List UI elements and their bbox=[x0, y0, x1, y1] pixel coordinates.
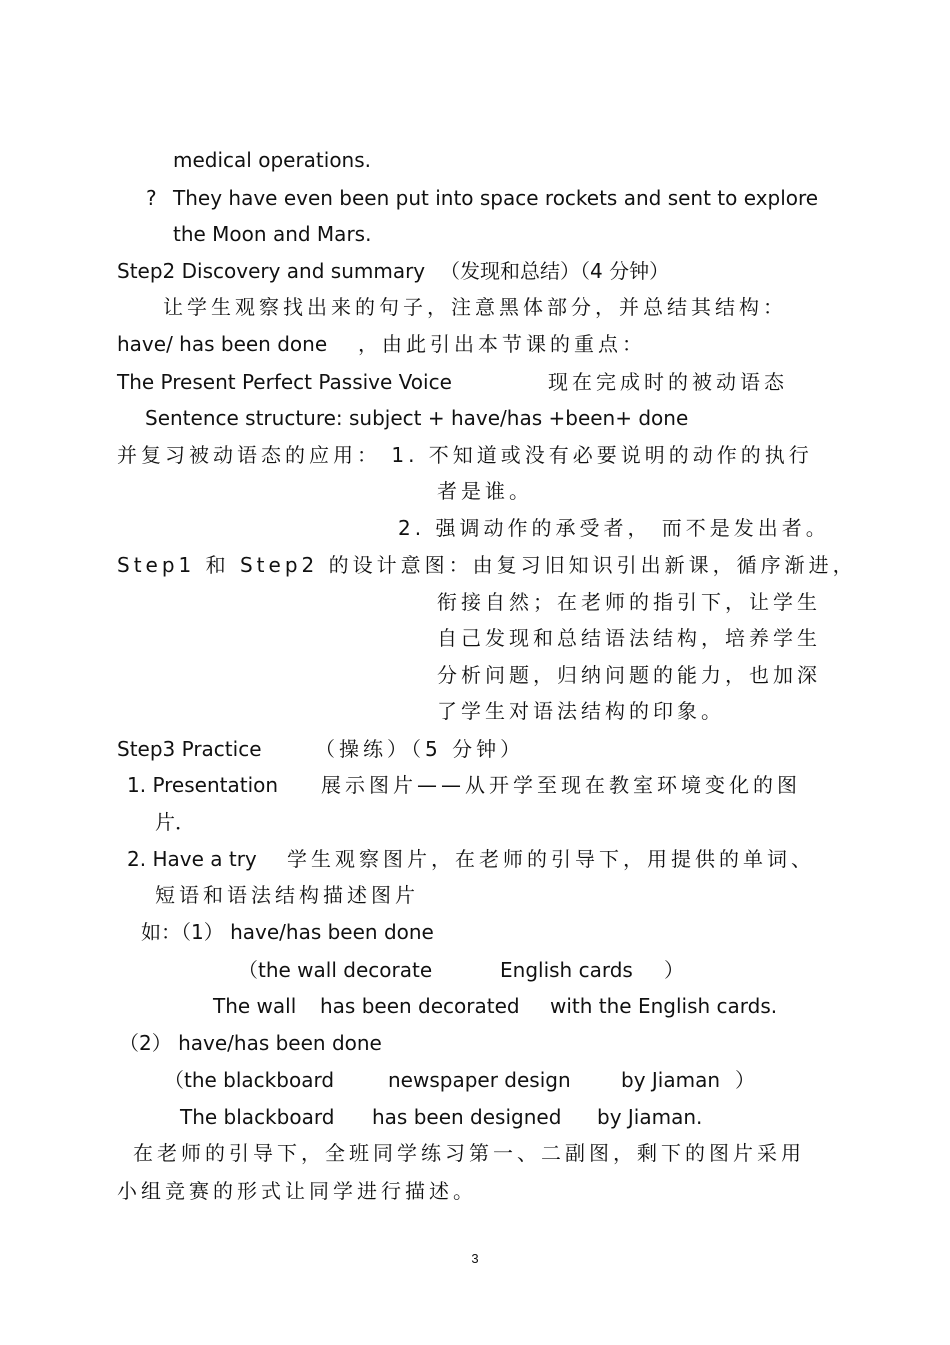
example-prompt: newspaper design bbox=[388, 1068, 571, 1092]
text-line: 现在完成时的被动语态 bbox=[548, 370, 788, 394]
text-line: 在老师的引导下，全班同学练习第一、二副图，剩下的图片采用 bbox=[133, 1141, 805, 1165]
text-line: ，由此引出本节课的重点： bbox=[358, 332, 646, 356]
example-answer: has been designed bbox=[372, 1105, 562, 1129]
text-line: 自己发现和总结语法结构，培养学生 bbox=[437, 626, 821, 650]
text-line: 分析问题，归纳问题的能力，也加深 bbox=[437, 663, 821, 687]
example-prompt: （the wall decorate bbox=[238, 958, 433, 982]
text-line: They have even been put into space rockets and sent to explore bbox=[173, 186, 819, 210]
bullet-mark: ? bbox=[146, 186, 157, 210]
example-prompt: by Jiaman bbox=[621, 1068, 721, 1092]
example-prompt: ） bbox=[735, 1068, 755, 1092]
example-answer: has been decorated bbox=[320, 994, 520, 1018]
text-line: 展示图片——从开学至现在教室环境变化的图 bbox=[321, 773, 801, 797]
text-line: 片． bbox=[155, 810, 195, 834]
text-line: 学生观察图片，在老师的引导下，用提供的单词、 bbox=[287, 847, 815, 871]
text-line: 短语和语法结构描述图片 bbox=[155, 883, 419, 907]
list-item-label: 1. Presentation bbox=[127, 773, 279, 797]
text-line: 了学生对语法结构的印象。 bbox=[437, 699, 725, 723]
text-line: medical operations. bbox=[173, 148, 372, 172]
example-answer: The blackboard bbox=[180, 1105, 335, 1129]
text-line: 衔接自然；在老师的指引下，让学生 bbox=[437, 590, 821, 614]
text-line: Sentence structure: subject + have/has +been+ done bbox=[145, 406, 689, 430]
example-prompt: （the blackboard bbox=[164, 1068, 335, 1092]
list-item-label: 2. Have a try bbox=[127, 847, 257, 871]
text-line: 者是谁。 bbox=[437, 479, 533, 503]
example-answer: The wall bbox=[213, 994, 297, 1018]
text-line: 小组竞赛的形式让同学进行描述。 bbox=[117, 1179, 477, 1203]
example-prompt: ） bbox=[664, 958, 684, 982]
text-line: 2. 强调动作的承受者， 而不是发出者。 bbox=[398, 516, 830, 540]
example-answer: with the English cards. bbox=[550, 994, 778, 1018]
text-line: have/ has been done bbox=[117, 332, 328, 356]
example-prompt: English cards bbox=[500, 958, 633, 982]
section-heading-step2: Step2 Discovery and summary bbox=[117, 259, 426, 283]
page-number: 3 bbox=[471, 1251, 479, 1266]
text-line: 让学生观察找出来的句子，注意黑体部分，并总结其结构： bbox=[163, 295, 787, 319]
example-heading: 如：（1） have/has been done bbox=[141, 920, 434, 944]
text-line: the Moon and Mars. bbox=[173, 222, 372, 246]
section-heading-step2-note: （发现和总结）（4 分钟） bbox=[440, 259, 670, 283]
section-heading-step3-note: （操练）（5 分钟） bbox=[315, 737, 525, 761]
section-heading-step3: Step3 Practice bbox=[117, 737, 262, 761]
text-line: 并复习被动语态的应用： 1. 不知道或没有必要说明的动作的执行 bbox=[117, 443, 813, 467]
example-heading: （2） have/has been done bbox=[119, 1031, 382, 1055]
text-line: Step1 和 Step2 的设计意图：由复习旧知识引出新课，循序渐进， bbox=[117, 553, 857, 577]
text-line: The Present Perfect Passive Voice bbox=[117, 370, 452, 394]
example-answer: by Jiaman. bbox=[597, 1105, 703, 1129]
